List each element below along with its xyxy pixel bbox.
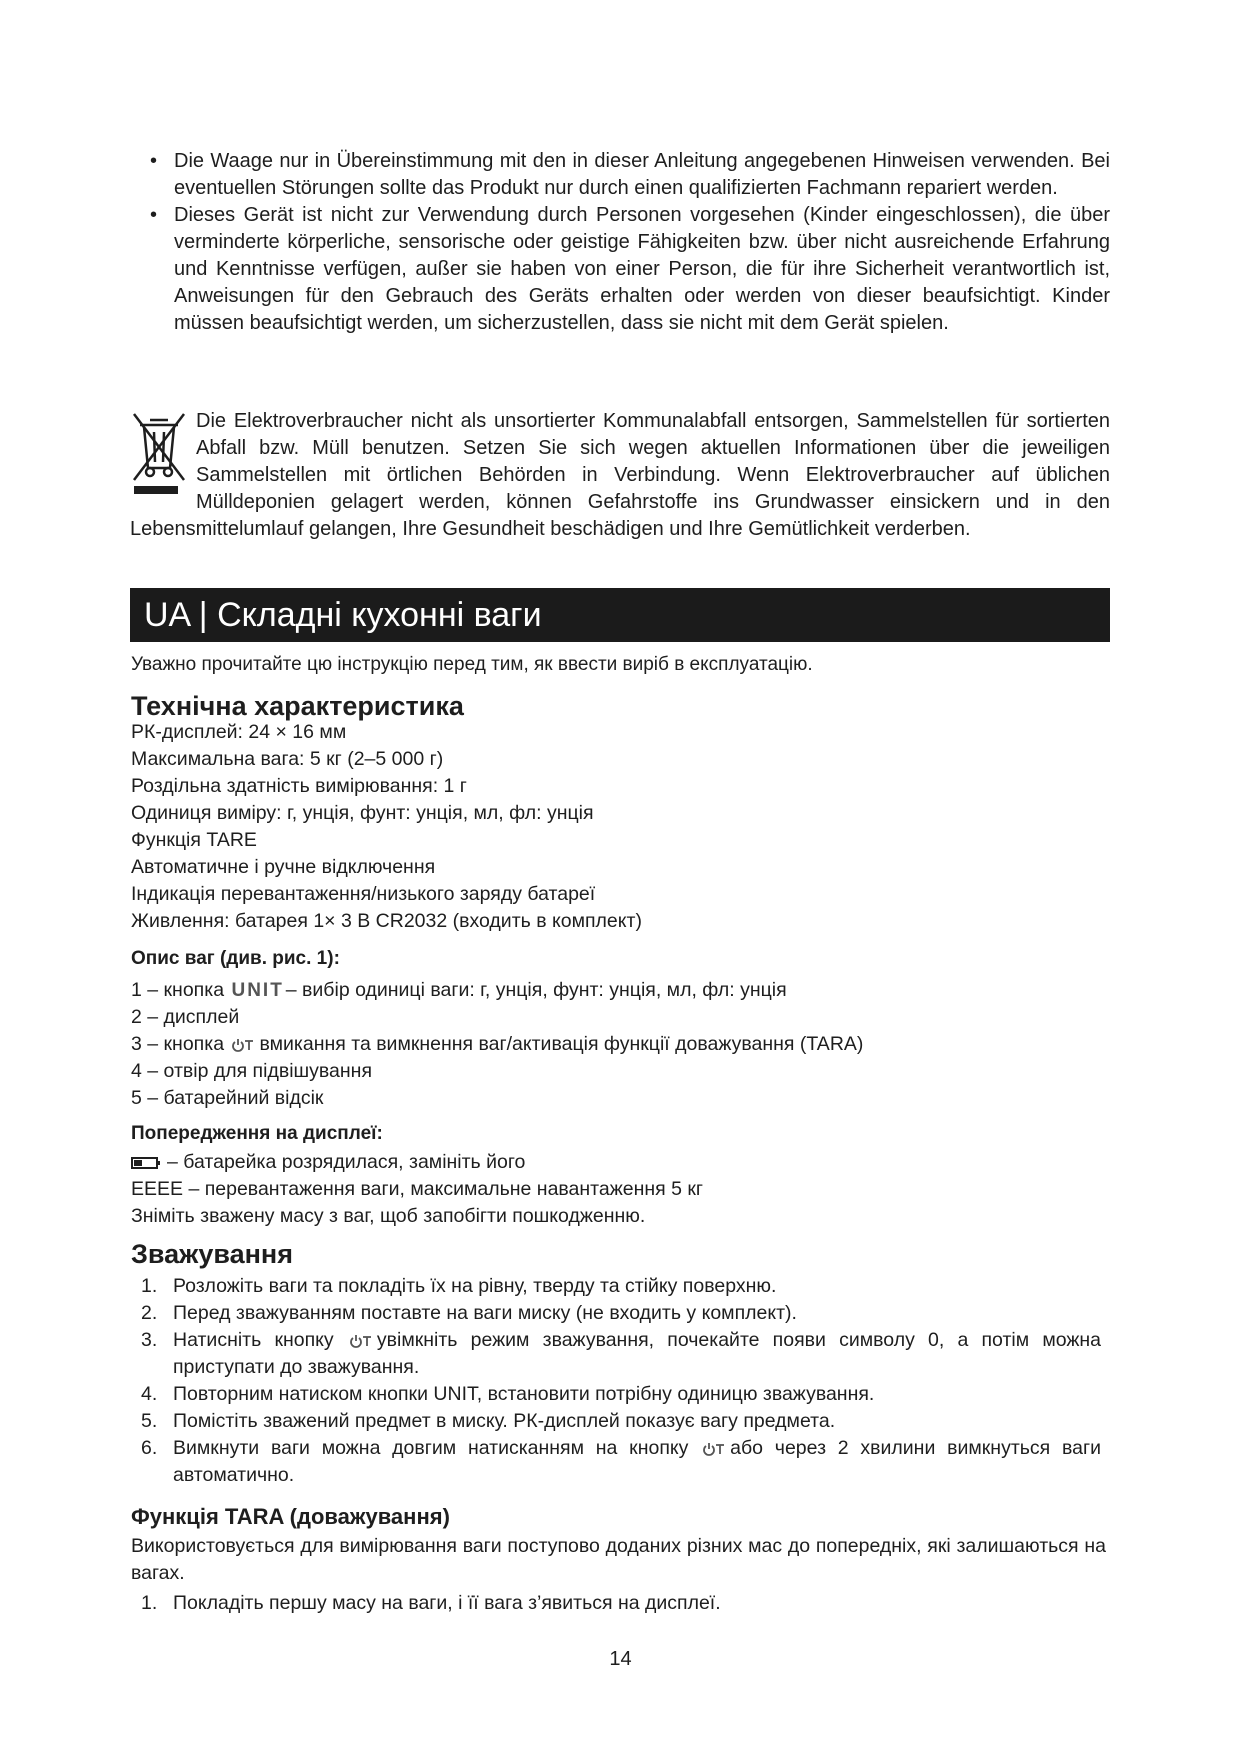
part-item: [131, 1058, 863, 1085]
warnings-heading: Попередження на дисплеї:: [131, 1123, 383, 1144]
section-title-bar: [130, 588, 1110, 642]
part-item: [131, 1004, 863, 1031]
step-text: або через 2 хвилини вимкнуться ваги автоматично.: [173, 1437, 1101, 1486]
part-text: вмикання та вимкнення ваг/активація функції доважування (TARA): [259, 1033, 864, 1055]
weee-text: Die Elektroverbraucher nicht als unsortierter Kommunalabfall entsorgen, Sammelstellen für sortierten Abfall bzw. Müll benutzen. Setzen Sie sich wegen aktuellen Informationen über die jeweiligen Sammelstellen mit örtlichen Behörden in Verbindung. Wenn Elektroverbraucher auf üblichen Mülldeponien gelagert werden, können Gefahrstoffe ins Grundwasser einsickern und in den Lebensmittelumlauf gelangen, Ihre Gesundheit beschädigen und Ihre Gemütlichkeit verderben.: [130, 410, 1110, 540]
part-text: – вибір одиниці ваги: г, унція, фунт: унція, мл, фл: унція: [285, 979, 787, 1001]
step-number: 2.: [141, 1302, 158, 1324]
bullet-item: • Dieses Gerät ist nicht zur Verwendung durch Personen vorgesehen (Kinder eingeschlossen), die über verminderte körperliche, sensorische oder geistige Fähigkeiten bzw. über nicht ausreichende Erfahrung und Kenntnisse verfügen, außer sie haben von einer Person, die für ihre Sicherheit verantwortlich ist, Anweisungen für den Gebrauch des Geräts erhalten oder werden von dieser beaufsichtigt. Kinder müssen beaufsichtigt werden, um sicherzustellen, dass sie nicht mit dem Gerät spielen.: [150, 202, 1110, 337]
remove-mass-note: Зніміть зважену масу з ваг, щоб запобігти пошкодженню.: [131, 1205, 646, 1227]
step-text: Покладіть першу масу на ваги, і її вага з’явиться на дисплеї.: [173, 1592, 721, 1614]
battery-warning-text: – батарейка розрядилася, замініть його: [167, 1151, 526, 1173]
step-text: Перед зважуванням поставте на ваги миску (не входить у комплект).: [173, 1302, 797, 1324]
step-text: Натисніть кнопку: [173, 1329, 334, 1351]
step-number: 5.: [141, 1410, 158, 1432]
page-number: 14: [609, 1648, 632, 1670]
weighing-step: [131, 1408, 1101, 1435]
power-tare-icon: [349, 1334, 375, 1348]
power-tare-icon: [702, 1442, 728, 1456]
part-prefix: 5 – батарейний відсік: [131, 1087, 324, 1109]
crossed-out-bin-icon: [130, 410, 188, 496]
tara-steps: [131, 1590, 1101, 1617]
step-number: 1.: [141, 1592, 158, 1614]
spec-line: Живлення: батарея 1× 3 В CR2032 (входить в комплект): [131, 910, 642, 932]
spec-line: Максимальна вага: 5 кг (2–5 000 г): [131, 748, 444, 770]
part-item: [131, 1031, 863, 1058]
bullet-item: • Die Waage nur in Übereinstimmung mit den in dieser Anleitung angegebenen Hinweisen verwenden. Bei eventuellen Störungen sollte das Produkt nur durch einen qualifizierten Fachmann repariert werden.: [150, 148, 1110, 202]
overload-warning: EEEE – перевантаження ваги, максимальне навантаження 5 кг: [131, 1178, 704, 1200]
weighing-heading: Зважування: [131, 1239, 293, 1269]
step-text: Повторним натиском кнопки UNIT, встановити потрібну одиницю зважування.: [173, 1383, 875, 1405]
tech-specs-heading: Технічна характеристика: [131, 691, 464, 721]
low-battery-icon: [131, 1156, 161, 1170]
step-number: 3.: [141, 1329, 158, 1351]
tara-description: Використовується для вимірювання ваги поступово доданих різних мас до попередніх, які залишаються на вагах.: [131, 1535, 1106, 1584]
unit-button-icon: UNIT: [231, 980, 284, 1001]
part-prefix: 2 – дисплей: [131, 1006, 240, 1028]
step-text: увімкніть режим зважування, почекайте появи символу 0, а потім можна приступати до зважування.: [173, 1329, 1102, 1378]
weighing-step: [131, 1327, 1101, 1381]
spec-line: Автоматичне і ручне відключення: [131, 856, 436, 878]
weighing-steps: [131, 1273, 1101, 1489]
step-number: 1.: [141, 1275, 158, 1297]
step-number: 4.: [141, 1383, 158, 1405]
battery-warning: [131, 1149, 703, 1176]
spec-line: РК-дисплей: 24 × 16 мм: [131, 721, 347, 743]
step-text: Розложіть ваги та покладіть їх на рівну, тверду та стійку поверхню.: [173, 1275, 777, 1297]
warnings-list: [131, 1149, 703, 1230]
weighing-step: [131, 1273, 1101, 1300]
tara-step: [131, 1590, 1101, 1617]
spec-line: Роздільна здатність вимірювання: 1 г: [131, 775, 467, 797]
part-prefix: 1 – кнопка: [131, 979, 225, 1001]
tech-specs-list: [131, 719, 642, 935]
weighing-step: [131, 1300, 1101, 1327]
parts-heading: Опис ваг (див. рис. 1):: [131, 948, 340, 969]
spec-line: Одиниця виміру: г, унція, фунт: унція, мл, фл: унція: [131, 802, 594, 824]
step-text: Вимкнути ваги можна довгим натисканням на кнопку: [173, 1437, 689, 1459]
part-prefix: 4 – отвір для підвішування: [131, 1060, 372, 1082]
section-title: UA | Складні кухонні ваги: [144, 596, 542, 634]
step-text: Помістіть зважений предмет в миску. РК-дисплей показує вагу предмета.: [173, 1410, 836, 1432]
weighing-step: [131, 1381, 1101, 1408]
power-tare-icon: [231, 1038, 257, 1052]
part-item: [131, 977, 863, 1004]
parts-list: [131, 977, 863, 1112]
part-prefix: 3 – кнопка: [131, 1033, 225, 1055]
german-safety-bullets: [150, 148, 1110, 337]
step-number: 6.: [141, 1437, 158, 1459]
spec-line: Функція TARE: [131, 829, 257, 851]
weee-disposal-note: [130, 408, 1110, 543]
weighing-step: [131, 1435, 1101, 1489]
intro-text: Уважно прочитайте цю інструкцію перед тим, як ввести виріб в експлуатацію.: [131, 654, 813, 675]
spec-line: Індикація перевантаження/низького заряду батареї: [131, 883, 596, 905]
tara-heading: Функція TARA (доважування): [131, 1504, 450, 1529]
part-item: [131, 1085, 863, 1112]
